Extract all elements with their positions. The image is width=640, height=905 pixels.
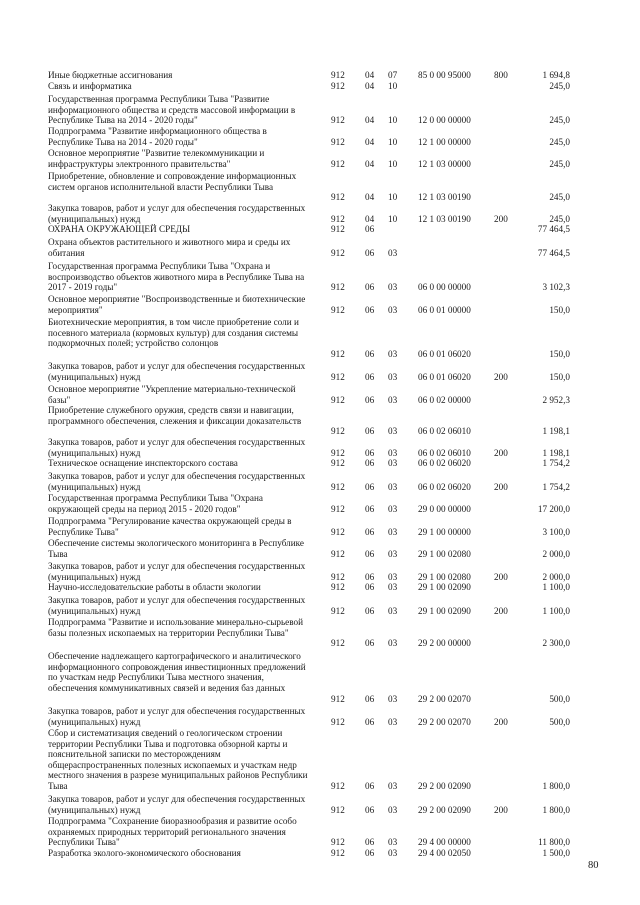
row-name: Закупка товаров, работ и услуг для обеспечения государственных (муниципальных) нужд	[48, 437, 306, 458]
row-name: Иные бюджетные ассигнования	[48, 70, 173, 80]
row-subsection-code: 03	[388, 458, 398, 468]
row-target-article-code: 12 0 00 00000	[418, 115, 471, 125]
row-ministry-code: 912	[331, 606, 345, 616]
row-section-code: 04	[365, 70, 375, 80]
row-ministry-code: 912	[331, 305, 345, 315]
row-ministry-code: 912	[331, 458, 345, 468]
row-section-code: 06	[365, 606, 375, 616]
row-expense-type-code: 200	[494, 214, 508, 224]
row-amount: 77 464,5	[537, 224, 570, 234]
row-section-code: 06	[365, 837, 375, 847]
row-section-code: 06	[365, 694, 375, 704]
row-section-code: 06	[365, 805, 375, 815]
row-amount: 2 000,0	[542, 572, 570, 582]
row-amount: 1 694,8	[542, 70, 570, 80]
row-section-code: 04	[365, 81, 375, 91]
row-ministry-code: 912	[331, 582, 345, 592]
row-name: Государственная программа Республики Тыва "Охрана и воспроизводство объектов животного мира в Республике Тыва на 2017 - 2019 годы"	[48, 261, 305, 293]
row-amount: 1 100,0	[542, 582, 570, 592]
row-expense-type-code: 200	[494, 572, 508, 582]
row-section-code: 06	[365, 349, 375, 359]
row-amount: 245,0	[549, 192, 570, 202]
row-subsection-code: 07	[388, 70, 398, 80]
row-target-article-code: 29 2 00 02090	[418, 781, 471, 791]
row-name: Закупка товаров, работ и услуг для обеспечения государственных (муниципальных) нужд	[48, 361, 306, 382]
row-amount: 500,0	[549, 717, 570, 727]
row-subsection-code: 03	[388, 282, 398, 292]
row-amount: 1 800,0	[542, 781, 570, 791]
row-subsection-code: 03	[388, 426, 398, 436]
row-target-article-code: 06 0 02 06010	[418, 448, 471, 458]
row-ministry-code: 912	[331, 694, 345, 704]
row-subsection-code: 03	[388, 848, 398, 858]
row-ministry-code: 912	[331, 248, 345, 258]
row-amount: 3 102,3	[542, 282, 570, 292]
row-ministry-code: 912	[331, 504, 345, 514]
row-name: Сбор и систематизация сведений о геологическом строении территории Республики Тыва и подготовка обзорной карты и пояснительной записки по месторождениям общераспространенных полезных ископаемых и участкам недр местного значения в разрезе муниципальных районов Республики Тыва	[48, 728, 308, 791]
row-name: Закупка товаров, работ и услуг для обеспечения государственных (муниципальных) нужд	[48, 706, 306, 727]
row-ministry-code: 912	[331, 426, 345, 436]
row-name: Закупка товаров, работ и услуг для обеспечения государственных (муниципальных) нужд	[48, 471, 306, 492]
row-amount: 17 200,0	[537, 504, 570, 514]
row-expense-type-code: 200	[494, 372, 508, 382]
row-ministry-code: 912	[331, 214, 345, 224]
row-ministry-code: 912	[331, 549, 345, 559]
row-name: Государственная программа Республики Тыва "Развитие информационного общества и средств массовой информации в Республике Тыва на 2014 - 2020 годы"	[48, 94, 296, 126]
row-target-article-code: 29 2 00 02090	[418, 805, 471, 815]
row-ministry-code: 912	[331, 717, 345, 727]
row-ministry-code: 912	[331, 372, 345, 382]
row-name: Основное мероприятие "Укрепление материально-технической базы"	[48, 384, 296, 405]
row-amount: 245,0	[549, 115, 570, 125]
row-ministry-code: 912	[331, 572, 345, 582]
row-section-code: 06	[365, 582, 375, 592]
row-amount: 2 952,3	[542, 395, 570, 405]
row-subsection-code: 03	[388, 805, 398, 815]
row-target-article-code: 29 2 00 02070	[418, 717, 471, 727]
row-subsection-code: 03	[388, 482, 398, 492]
row-name: Научно-исследовательские работы в области экологии	[48, 582, 261, 592]
row-name: Государственная программа Республики Тыва "Охрана окружающей среды на период 2015 - 2020 годов"	[48, 493, 263, 514]
row-ministry-code: 912	[331, 192, 345, 202]
row-subsection-code: 03	[388, 527, 398, 537]
row-subsection-code: 10	[388, 81, 398, 91]
row-amount: 1 198,1	[542, 448, 570, 458]
row-name: Разработка эколого-экономического обоснования	[48, 848, 241, 858]
row-amount: 245,0	[549, 214, 570, 224]
row-name: Подпрограмма "Сохранение биоразнообразия и развитие особо охраняемых природных территорий регионального значения Республики Тыва"	[48, 816, 297, 848]
row-amount: 77 464,5	[537, 248, 570, 258]
row-name: Приобретение служебного оружия, средств связи и навигации, программного обеспечения, слежения и фиксации доказательств	[48, 405, 302, 426]
row-section-code: 06	[365, 717, 375, 727]
row-ministry-code: 912	[331, 137, 345, 147]
row-name: Обеспечение надлежащего картографического и аналитического информационного сопровождения инвестиционных предложений по участкам недр Республики Тыва местного значения, обеспечения коммуникативных связей и ведения баз данных	[48, 651, 306, 693]
row-target-article-code: 12 1 03 00190	[418, 192, 471, 202]
row-section-code: 06	[365, 549, 375, 559]
row-name: Основное мероприятие "Воспроизводственные и биотехнические мероприятия"	[48, 294, 306, 315]
row-subsection-code: 03	[388, 694, 398, 704]
row-section-code: 06	[365, 458, 375, 468]
row-name: ОХРАНА ОКРУЖАЮЩЕЙ СРЕДЫ	[48, 224, 191, 234]
row-expense-type-code: 200	[494, 717, 508, 727]
row-ministry-code: 912	[331, 70, 345, 80]
row-target-article-code: 85 0 00 95000	[418, 70, 471, 80]
row-expense-type-code: 200	[494, 805, 508, 815]
row-subsection-code: 03	[388, 572, 398, 582]
row-ministry-code: 912	[331, 159, 345, 169]
row-name: Приобретение, обновление и сопровождение информационных систем органов исполнительной власти Республики Тыва	[48, 171, 297, 192]
row-section-code: 06	[365, 426, 375, 436]
row-amount: 2 300,0	[542, 638, 570, 648]
row-ministry-code: 912	[331, 349, 345, 359]
row-amount: 1 754,2	[542, 458, 570, 468]
row-ministry-code: 912	[331, 395, 345, 405]
row-name: Охрана объектов растительного и животного мира и среды их обитания	[48, 237, 291, 258]
row-name: Подпрограмма "Регулирование качества окружающей среды в Республике Тыва"	[48, 516, 292, 537]
row-target-article-code: 29 1 00 02090	[418, 582, 471, 592]
row-name: Закупка товаров, работ и услуг для обеспечения государственных (муниципальных) нужд	[48, 794, 306, 815]
row-ministry-code: 912	[331, 837, 345, 847]
row-subsection-code: 03	[388, 837, 398, 847]
row-target-article-code: 29 1 00 02080	[418, 549, 471, 559]
row-name: Техническое оснащение инспекторского состава	[48, 458, 238, 468]
row-amount: 1 800,0	[542, 805, 570, 815]
row-ministry-code: 912	[331, 482, 345, 492]
row-section-code: 04	[365, 214, 375, 224]
row-subsection-code: 10	[388, 214, 398, 224]
row-amount: 1 198,1	[542, 426, 570, 436]
row-subsection-code: 03	[388, 582, 398, 592]
row-target-article-code: 06 0 02 06020	[418, 482, 471, 492]
row-ministry-code: 912	[331, 448, 345, 458]
row-expense-type-code: 800	[494, 70, 508, 80]
row-section-code: 06	[365, 395, 375, 405]
row-target-article-code: 12 1 03 00000	[418, 159, 471, 169]
row-amount: 1 754,2	[542, 482, 570, 492]
row-section-code: 06	[365, 372, 375, 382]
row-subsection-code: 03	[388, 372, 398, 382]
row-subsection-code: 03	[388, 606, 398, 616]
row-subsection-code: 03	[388, 248, 398, 258]
row-section-code: 04	[365, 159, 375, 169]
row-expense-type-code: 200	[494, 606, 508, 616]
row-section-code: 04	[365, 137, 375, 147]
row-section-code: 06	[365, 248, 375, 258]
page-number: 80	[588, 860, 599, 871]
row-name: Закупка товаров, работ и услуг для обеспечения государственных (муниципальных) нужд	[48, 561, 306, 582]
row-expense-type-code: 200	[494, 482, 508, 492]
row-name: Связь и информатика	[48, 81, 132, 91]
row-target-article-code: 06 0 01 06020	[418, 349, 471, 359]
row-section-code: 06	[365, 305, 375, 315]
row-section-code: 06	[365, 224, 375, 234]
row-ministry-code: 912	[331, 848, 345, 858]
row-subsection-code: 03	[388, 638, 398, 648]
row-ministry-code: 912	[331, 81, 345, 91]
row-target-article-code: 06 0 02 06020	[418, 458, 471, 468]
row-expense-type-code: 200	[494, 448, 508, 458]
row-section-code: 04	[365, 115, 375, 125]
row-target-article-code: 06 0 01 06020	[418, 372, 471, 382]
row-target-article-code: 29 4 00 00000	[418, 837, 471, 847]
row-ministry-code: 912	[331, 115, 345, 125]
row-section-code: 06	[365, 572, 375, 582]
row-target-article-code: 29 4 00 02050	[418, 848, 471, 858]
row-ministry-code: 912	[331, 638, 345, 648]
row-section-code: 06	[365, 638, 375, 648]
row-section-code: 06	[365, 527, 375, 537]
row-ministry-code: 912	[331, 781, 345, 791]
row-amount: 2 000,0	[542, 549, 570, 559]
row-name: Закупка товаров, работ и услуг для обеспечения государственных (муниципальных) нужд	[48, 595, 306, 616]
row-ministry-code: 912	[331, 527, 345, 537]
row-subsection-code: 03	[388, 549, 398, 559]
row-name: Биотехнические мероприятия, в том числе приобретение соли и посевного материала (кормовых культур) для создания системы подкормочных полей; устройство солонцов	[48, 317, 299, 349]
row-target-article-code: 29 1 00 02080	[418, 572, 471, 582]
row-subsection-code: 10	[388, 159, 398, 169]
row-target-article-code: 29 0 00 00000	[418, 504, 471, 514]
row-subsection-code: 03	[388, 395, 398, 405]
row-amount: 245,0	[549, 137, 570, 147]
row-amount: 245,0	[549, 81, 570, 91]
row-subsection-code: 03	[388, 504, 398, 514]
row-section-code: 06	[365, 781, 375, 791]
row-section-code: 06	[365, 504, 375, 514]
row-subsection-code: 03	[388, 349, 398, 359]
row-amount: 1 100,0	[542, 606, 570, 616]
row-amount: 150,0	[549, 305, 570, 315]
row-ministry-code: 912	[331, 224, 345, 234]
row-section-code: 06	[365, 848, 375, 858]
row-target-article-code: 06 0 00 00000	[418, 282, 471, 292]
row-target-article-code: 06 0 02 06010	[418, 426, 471, 436]
row-amount: 1 500,0	[542, 848, 570, 858]
row-amount: 500,0	[549, 694, 570, 704]
row-name: Подпрограмма "Развитие и использование минерально-сырьевой базы полезных ископаемых на территории Республики Тыва"	[48, 617, 304, 638]
row-amount: 150,0	[549, 349, 570, 359]
row-target-article-code: 29 1 00 00000	[418, 527, 471, 537]
row-target-article-code: 29 1 00 02090	[418, 606, 471, 616]
row-name: Закупка товаров, работ и услуг для обеспечения государственных (муниципальных) нужд	[48, 203, 306, 224]
row-amount: 11 800,0	[538, 837, 570, 847]
row-subsection-code: 03	[388, 305, 398, 315]
row-target-article-code: 12 1 03 00190	[418, 214, 471, 224]
row-section-code: 04	[365, 192, 375, 202]
row-subsection-code: 03	[388, 717, 398, 727]
row-ministry-code: 912	[331, 282, 345, 292]
row-section-code: 06	[365, 448, 375, 458]
row-target-article-code: 29 2 00 02070	[418, 694, 471, 704]
row-subsection-code: 03	[388, 781, 398, 791]
row-ministry-code: 912	[331, 805, 345, 815]
row-section-code: 06	[365, 482, 375, 492]
row-subsection-code: 10	[388, 192, 398, 202]
row-subsection-code: 10	[388, 115, 398, 125]
row-target-article-code: 06 0 01 00000	[418, 305, 471, 315]
row-name: Обеспечение системы экологического мониторинга в Республике Тыва	[48, 538, 304, 559]
row-amount: 150,0	[549, 372, 570, 382]
row-target-article-code: 29 2 00 00000	[418, 638, 471, 648]
row-subsection-code: 10	[388, 137, 398, 147]
row-target-article-code: 12 1 00 00000	[418, 137, 471, 147]
row-target-article-code: 06 0 02 00000	[418, 395, 471, 405]
row-name: Основное мероприятие "Развитие телекоммуникации и инфраструктуры электронного правительства"	[48, 148, 265, 169]
row-amount: 245,0	[549, 159, 570, 169]
row-amount: 3 100,0	[542, 527, 570, 537]
row-subsection-code: 03	[388, 448, 398, 458]
row-name: Подпрограмма "Развитие информационного общества в Республике Тыва на 2014 - 2020 годы"	[48, 126, 267, 147]
row-section-code: 06	[365, 282, 375, 292]
